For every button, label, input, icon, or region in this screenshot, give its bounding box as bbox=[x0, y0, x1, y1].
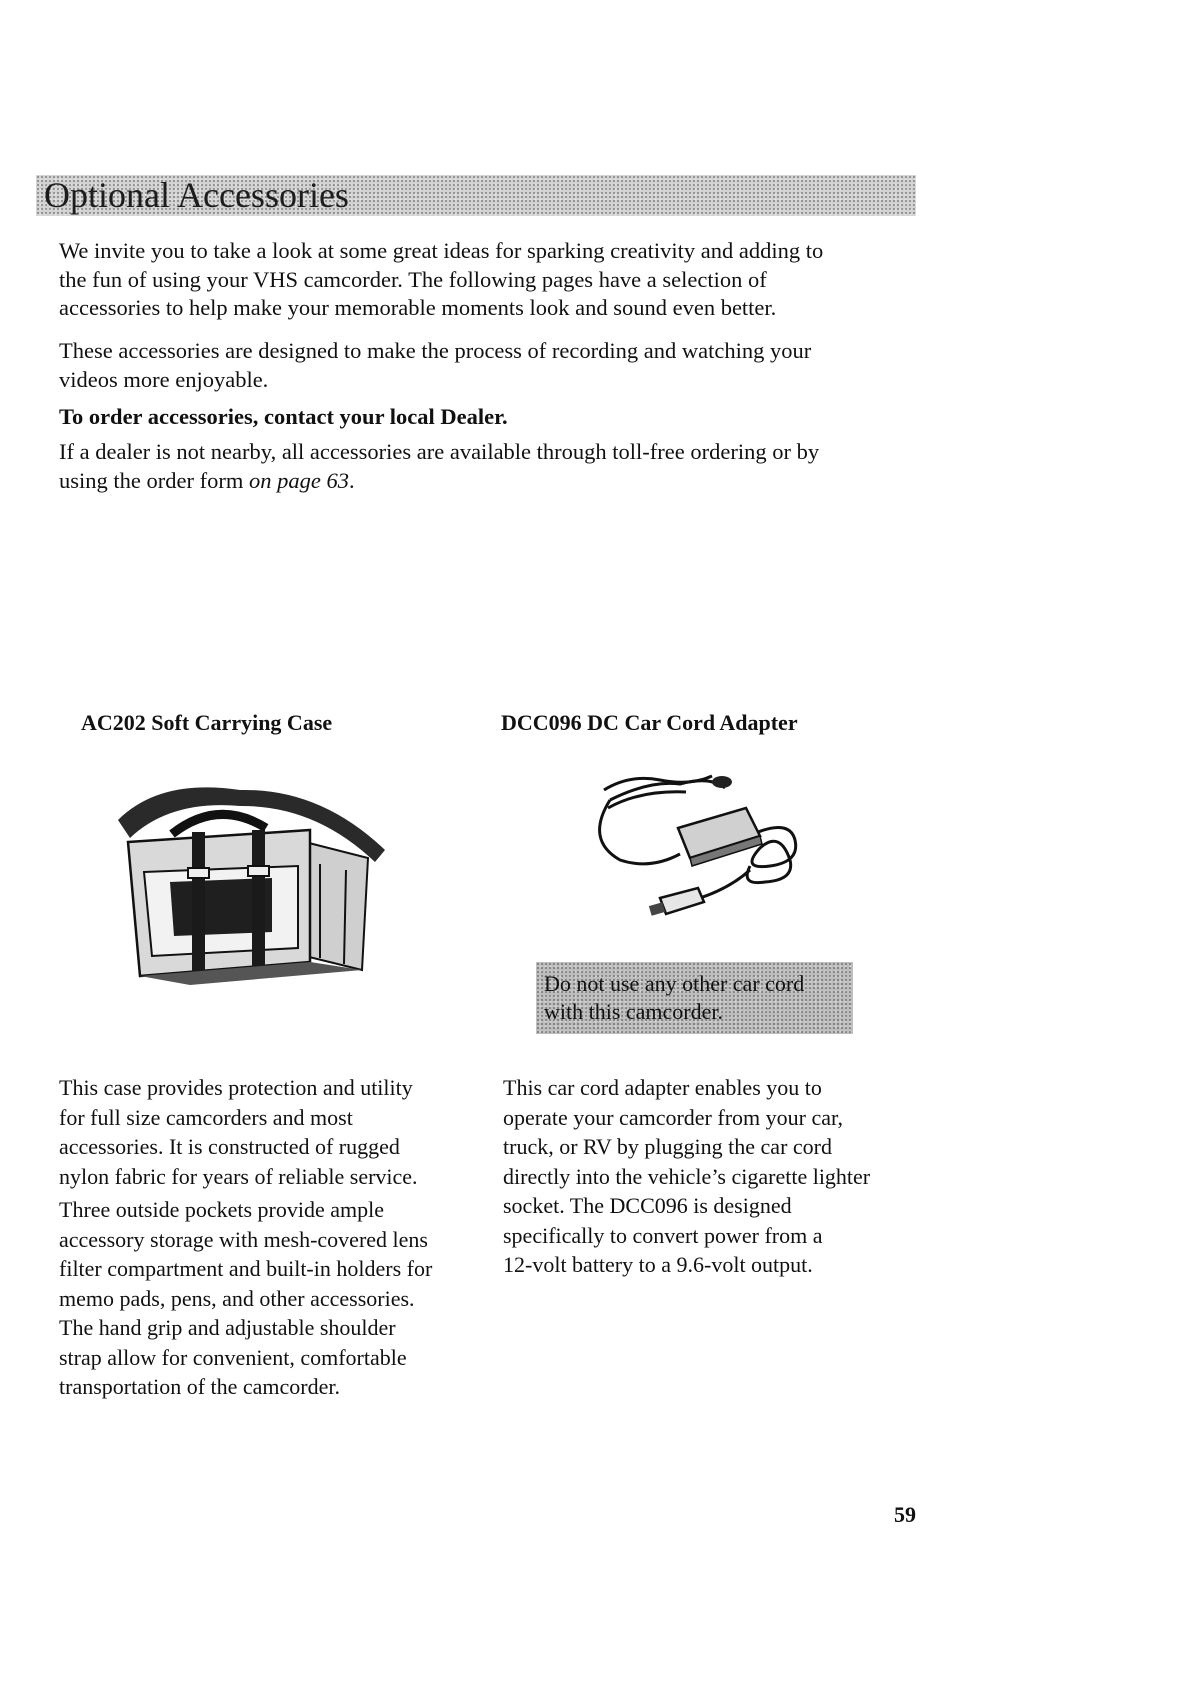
intro-p2-line: These accessories are designed to make the process of recording and watching your bbox=[59, 338, 812, 363]
description-line: filter compartment and built-in holders for bbox=[59, 1256, 433, 1281]
order-form-page-reference[interactable]: on page 63 bbox=[248, 467, 349, 493]
description-line: transportation of the camcorder. bbox=[59, 1374, 341, 1399]
warning-line-1: Do not use any other car cord bbox=[544, 971, 805, 996]
description-line: socket. The DCC096 is designed bbox=[503, 1193, 792, 1218]
description-line: strap allow for convenient, comfortable bbox=[59, 1344, 407, 1370]
description-line: memo pads, pens, and other accessories. bbox=[59, 1285, 415, 1311]
car-cord-adapter-description bbox=[503, 1073, 943, 1280]
warning-box bbox=[536, 962, 853, 1034]
product-name-carrying-case: AC202 Soft Carrying Case bbox=[81, 710, 333, 735]
description-line: directly into the vehicle’s cigarette lighter bbox=[503, 1163, 871, 1189]
description-line: The hand grip and adjustable shoulder bbox=[59, 1315, 396, 1340]
description-line: truck, or RV by plugging the car cord bbox=[503, 1134, 832, 1159]
order-heading: To order accessories, contact your local Dealer. bbox=[59, 404, 508, 429]
intro-paragraph-1 bbox=[59, 237, 823, 323]
intro-p1-line: the fun of using your VHS camcorder. The following pages have a selection of bbox=[59, 266, 767, 292]
page-number: 59 bbox=[894, 1502, 916, 1527]
car-cord-adapter-illustration bbox=[590, 770, 830, 930]
description-line: operate your camcorder from your car, bbox=[503, 1104, 843, 1130]
description-line: 12-volt battery to a 9.6-volt output. bbox=[503, 1252, 813, 1277]
description-line: for full size camcorders and most bbox=[59, 1104, 353, 1130]
description-line: This car cord adapter enables you to bbox=[503, 1075, 822, 1100]
warning-line-2: with this camcorder. bbox=[544, 999, 724, 1024]
intro-p1-line: accessories to help make your memorable moments look and sound even better. bbox=[59, 295, 777, 320]
section-title: Optional Accessories bbox=[44, 175, 349, 215]
description-line: This case provides protection and utility bbox=[59, 1075, 413, 1100]
intro-p3-suffix: . bbox=[348, 467, 355, 493]
description-line: specifically to convert power from a bbox=[503, 1222, 823, 1248]
intro-paragraph-3 bbox=[59, 438, 819, 495]
intro-p3-line1: If a dealer is not nearby, all accessories are available through toll-free ordering or by bbox=[59, 439, 820, 464]
section-banner bbox=[36, 175, 916, 216]
description-line: Three outside pockets provide ample bbox=[59, 1197, 385, 1222]
product-name-car-cord-adapter: DCC096 DC Car Cord Adapter bbox=[501, 710, 798, 735]
description-line: accessories. It is constructed of rugged bbox=[59, 1134, 400, 1159]
carrying-case-illustration bbox=[100, 780, 400, 990]
carrying-case-description-2 bbox=[59, 1195, 499, 1402]
intro-paragraph-2 bbox=[59, 337, 811, 394]
intro-p2-line: videos more enjoyable. bbox=[59, 366, 269, 392]
intro-p1-line: We invite you to take a look at some great ideas for sparking creativity and adding to bbox=[59, 238, 824, 263]
description-line: nylon fabric for years of reliable service. bbox=[59, 1163, 418, 1189]
intro-p3-prefix: using the order form bbox=[59, 467, 249, 493]
carrying-case-description-1 bbox=[59, 1073, 499, 1191]
description-line: accessory storage with mesh-covered lens bbox=[59, 1226, 428, 1252]
